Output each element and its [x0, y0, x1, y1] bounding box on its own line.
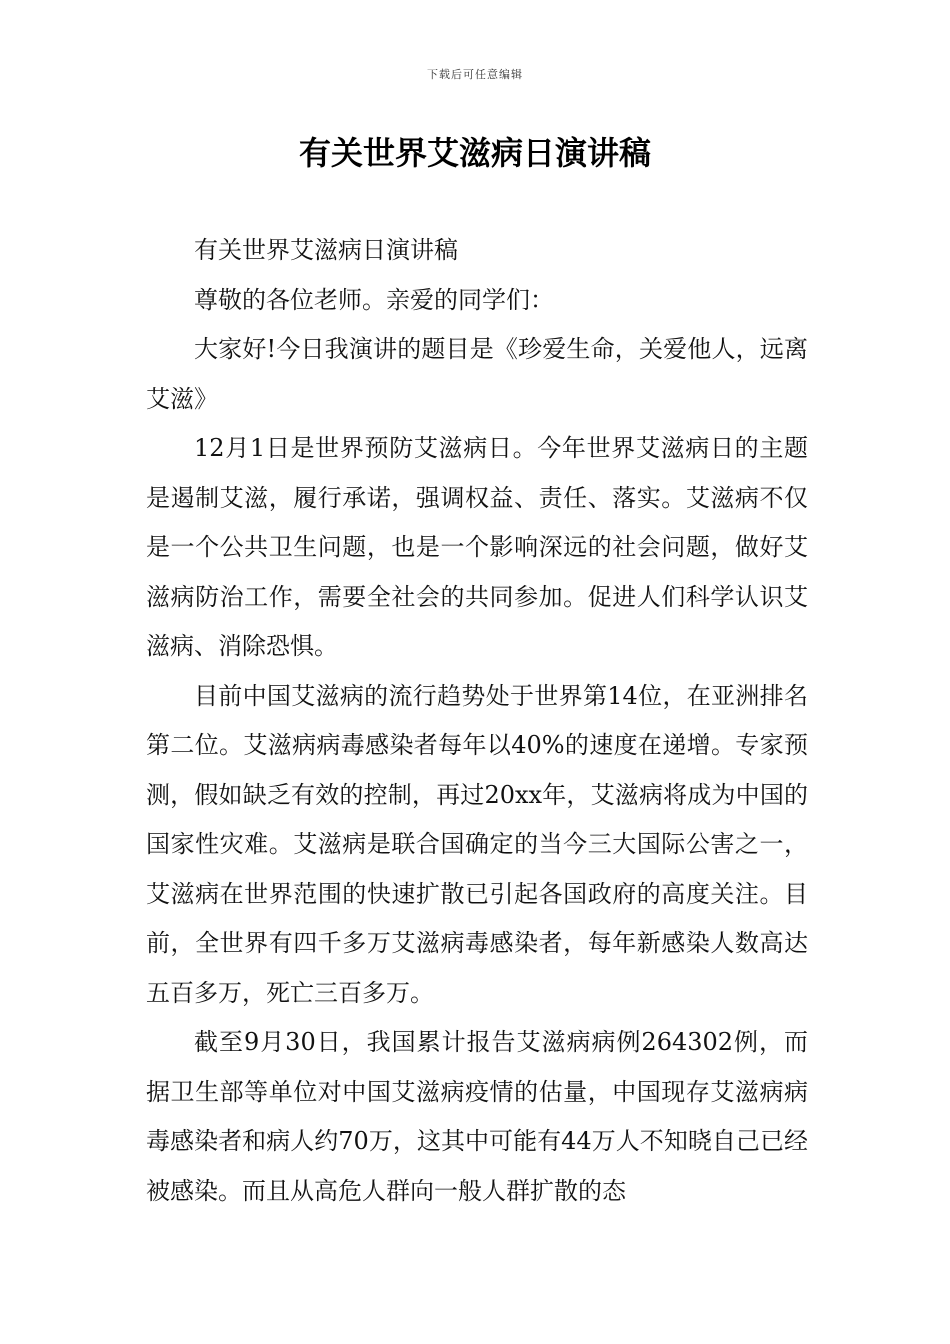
- document-title: 有关世界艾滋病日演讲稿: [298, 134, 651, 172]
- paragraph-subtitle: 有关世界艾滋病日演讲稿: [194, 236, 458, 264]
- paragraph-epidemic-trend: 目前中国艾滋病的流行趋势处于世界第14位，在亚洲排名第二位。艾滋病病毒感染者每年以40%的速度在递增。专家预测，假如缺乏有效的控制，再过20xx年，艾滋病将成为中国的国家性灾难。艾滋病是联合国确定的当今三大国际公害之一，艾滋病在世界范围的快速扩散已引起各国政府的高度关注。目前，全世界有四千多万艾滋病毒感染者，每年新感染人数高达五百多万，死亡三百多万。: [146, 681, 808, 1007]
- paragraph-greeting: 尊敬的各位老师。亲爱的同学们：: [194, 285, 554, 314]
- paragraph-intro: 大家好!今日我演讲的题目是《珍爱生命，关爱他人，远离艾滋》: [146, 335, 808, 413]
- header-note: 下载后可任意编辑: [427, 68, 523, 81]
- paragraph-world-aids-day: 12月1日是世界预防艾滋病日。今年世界艾滋病日的主题是遏制艾滋，履行承诺，强调权益、责任、落实。艾滋病不仅是一个公共卫生问题，也是一个影响深远的社会问题，做好艾滋病防治工作，需要全社会的共同参加。促进人们科学认识艾滋病、消除恐惧。: [146, 434, 808, 660]
- paragraph-china-statistics: 截至9月30日，我国累计报告艾滋病病例264302例，而据卫生部等单位对中国艾滋病疫情的估量，中国现存艾滋病病毒感染者和病人约70万，这其中可能有44万人不知晓自己已经被感染。而且从高危人群向一般人群扩散的态: [146, 1028, 808, 1205]
- document-body: [146, 226, 808, 1216]
